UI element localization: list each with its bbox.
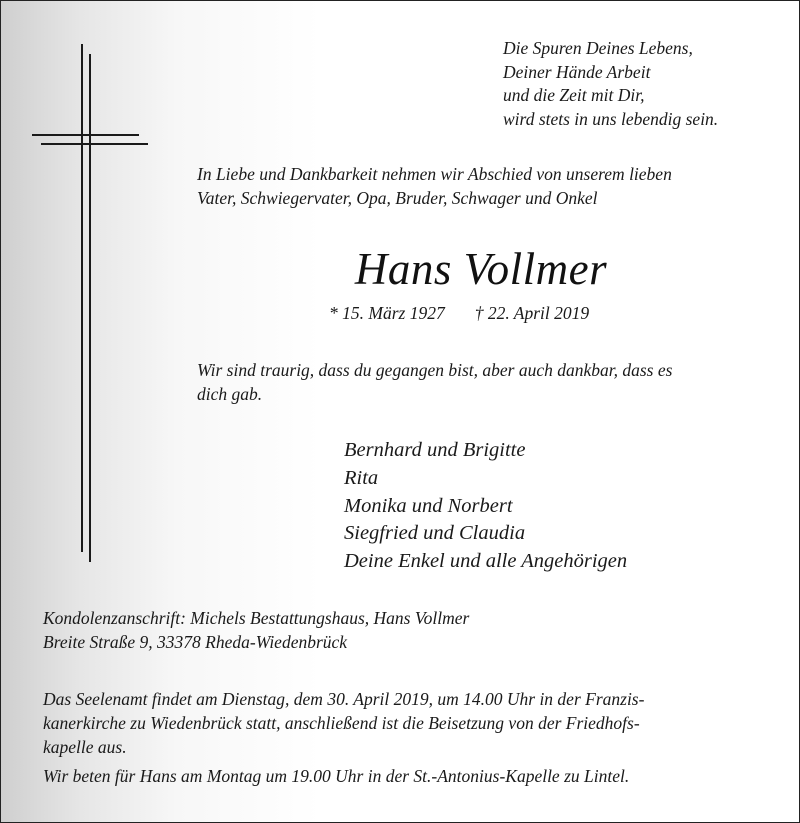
poem-line: Die Spuren Deines Lebens, — [503, 38, 693, 58]
condolence-line: Kondolenzanschrift: Michels Bestattungshaus, Hans Vollmer — [43, 608, 470, 628]
poem — [503, 37, 718, 131]
poem-line: und die Zeit mit Dir, — [503, 85, 645, 105]
prayer-info — [43, 764, 629, 788]
cross-vertical-line — [81, 44, 83, 552]
cross-horizontal-line — [32, 134, 139, 136]
mourner-entry: Monika und Norbert — [344, 494, 513, 517]
grief-line: dich gab. — [197, 384, 263, 404]
condolence-line: Breite Straße 9, 33378 Rheda-Wiedenbrück — [43, 631, 348, 652]
intro-line: Vater, Schwiegervater, Opa, Bruder, Schwager und Onkel — [197, 188, 598, 208]
service-line: Das Seelenamt findet am Dienstag, dem 30. April 2019, um 14.00 Uhr in der Franzis- — [43, 689, 645, 709]
intro-line: In Liebe und Dankbarkeit nehmen wir Abschied von unserem lieben — [197, 164, 672, 184]
mourner-entry: Bernhard und Brigitte — [344, 439, 526, 461]
mourner-entry: Rita — [344, 466, 379, 489]
prayer-line: Wir beten für Hans am Montag um 19.00 Uhr in der St.-Antonius-Kapelle zu Lintel. — [43, 766, 630, 786]
grief-statement — [197, 358, 672, 406]
death-date: † 22. April 2019 — [474, 303, 590, 323]
cross-vertical-line-shadow — [89, 54, 91, 562]
service-line: kanerkirche zu Wiedenbrück statt, anschließend ist die Beisetzung von der Friedhofs- — [43, 713, 640, 733]
deceased-name: Hans Vollmer — [354, 244, 608, 294]
mourner-entry: Siegfried und Claudia — [344, 522, 526, 545]
poem-line: wird stets in uns lebendig sein. — [503, 108, 719, 129]
cross-horizontal-line-shadow — [41, 143, 148, 145]
service-line: kapelle aus. — [43, 737, 127, 757]
farewell-intro — [197, 162, 672, 210]
mourners-list — [344, 437, 627, 576]
life-dates — [329, 301, 589, 325]
poem-line: Deiner Hände Arbeit — [503, 61, 651, 82]
condolence-address — [43, 607, 469, 654]
grief-line: Wir sind traurig, dass du gegangen bist, aber auch dankbar, dass es — [197, 360, 673, 380]
birth-date: * 15. März 1927 — [329, 303, 445, 323]
funeral-service-info — [43, 687, 644, 759]
mourner-entry: Deine Enkel und alle Angehörigen — [344, 550, 628, 573]
